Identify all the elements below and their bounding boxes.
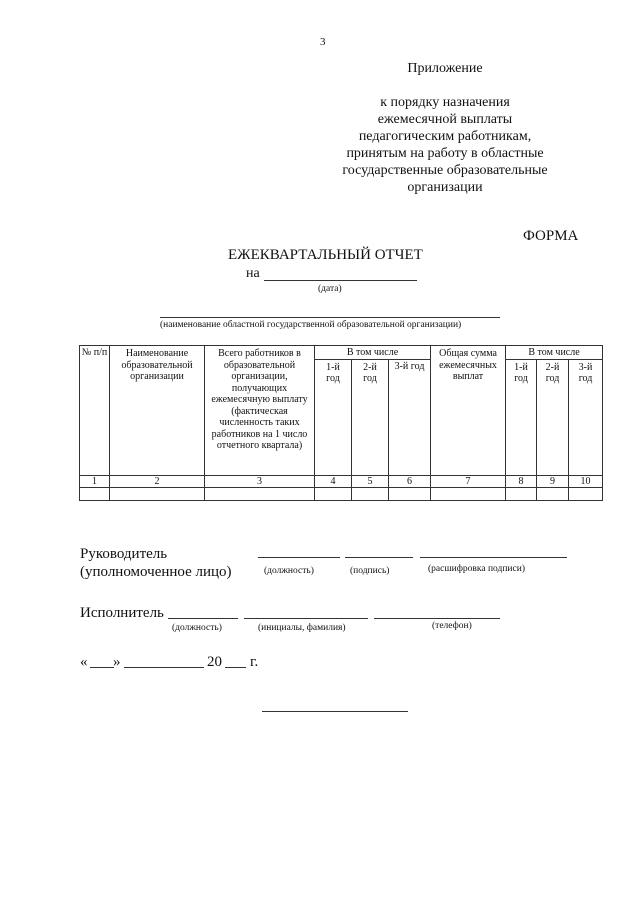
empty-cell[interactable]: [569, 488, 603, 501]
date-open-quote: «: [80, 654, 88, 670]
th-group-years-2: В том числе: [506, 346, 603, 360]
col-number: 9: [537, 476, 569, 488]
empty-cell[interactable]: [537, 488, 569, 501]
empty-cell[interactable]: [80, 488, 110, 501]
col-number: 4: [315, 476, 352, 488]
org-name-line: [160, 317, 500, 318]
col-number: 3: [205, 476, 315, 488]
th-total-workers: Всего работников в образовательной организации, получающих ежемесячную выплату (фактическая численность таких работников на 1 число отчетного квартала): [205, 346, 315, 476]
th-year-1: 1-й год: [315, 359, 352, 476]
executor-phone-line: [374, 618, 500, 619]
th-num: № п/п: [80, 346, 110, 476]
appendix-block: [330, 60, 560, 196]
col-number: 6: [389, 476, 431, 488]
th-year-3b: 3-й год: [569, 359, 603, 476]
date-year-prefix: 20: [207, 654, 222, 670]
appendix-title: Приложение: [407, 61, 483, 76]
date-caption: (дата): [318, 284, 342, 294]
th-year-1b: 1-й год: [506, 359, 537, 476]
head-position-line: [258, 557, 340, 558]
page-number: 3: [320, 36, 326, 48]
date-month-line: [124, 667, 204, 668]
head-decoding-line: [420, 557, 567, 558]
head-label-sub: (уполномоченное лицо): [80, 564, 232, 580]
col-number: 2: [110, 476, 205, 488]
col-number: 10: [569, 476, 603, 488]
closing-rule: [262, 711, 408, 712]
appendix-line: государственные образовательные: [342, 163, 548, 178]
th-total-sum: Общая сумма ежемесячных выплат: [431, 346, 506, 476]
empty-cell[interactable]: [352, 488, 389, 501]
report-table: [79, 345, 603, 501]
col-number: 5: [352, 476, 389, 488]
th-group-years: В том числе: [315, 346, 431, 360]
date-day-line: [90, 667, 114, 668]
executor-initials-caption: (инициалы, фамилия): [258, 623, 346, 633]
empty-cell[interactable]: [431, 488, 506, 501]
empty-cell[interactable]: [205, 488, 315, 501]
executor-initials-line: [244, 618, 368, 619]
head-decoding-caption: (расшифровка подписи): [428, 564, 525, 574]
col-number: 8: [506, 476, 537, 488]
head-position-caption: (должность): [264, 566, 314, 576]
empty-cell[interactable]: [110, 488, 205, 501]
appendix-line: организации: [407, 180, 483, 195]
head-label: Руководитель: [80, 546, 168, 562]
date-year-line: [225, 667, 246, 668]
date-year-suffix: г.: [250, 654, 259, 670]
report-title: ЕЖЕКВАРТАЛЬНЫЙ ОТЧЕТ: [228, 247, 423, 263]
form-label: ФОРМА: [523, 228, 579, 244]
executor-phone-caption: (телефон): [432, 621, 472, 631]
table-row: [80, 488, 603, 501]
head-signature-line: [345, 557, 413, 558]
col-number: 1: [80, 476, 110, 488]
executor-label: Исполнитель: [80, 605, 164, 621]
th-org-name: Наименование образовательной организации: [110, 346, 205, 476]
date-close-quote: »: [113, 654, 121, 670]
th-year-2b: 2-й год: [537, 359, 569, 476]
th-year-2: 2-й год: [352, 359, 389, 476]
col-number: 7: [431, 476, 506, 488]
date-prefix: на: [246, 266, 260, 281]
empty-cell[interactable]: [389, 488, 431, 501]
appendix-line: педагогическим работникам,: [358, 129, 532, 144]
th-year-3: 3-й год: [389, 359, 431, 476]
head-signature-caption: (подпись): [350, 566, 390, 576]
empty-cell[interactable]: [506, 488, 537, 501]
empty-cell[interactable]: [315, 488, 352, 501]
appendix-line: ежемесячной выплаты: [377, 112, 513, 127]
executor-position-caption: (должность): [172, 623, 222, 633]
appendix-line: к порядку назначения: [380, 95, 510, 110]
appendix-line: принятым на работу в областные: [346, 146, 544, 161]
date-line: [264, 280, 417, 281]
org-name-caption: (наименование областной государственной образовательной организации): [160, 320, 462, 330]
executor-position-line: [168, 618, 238, 619]
